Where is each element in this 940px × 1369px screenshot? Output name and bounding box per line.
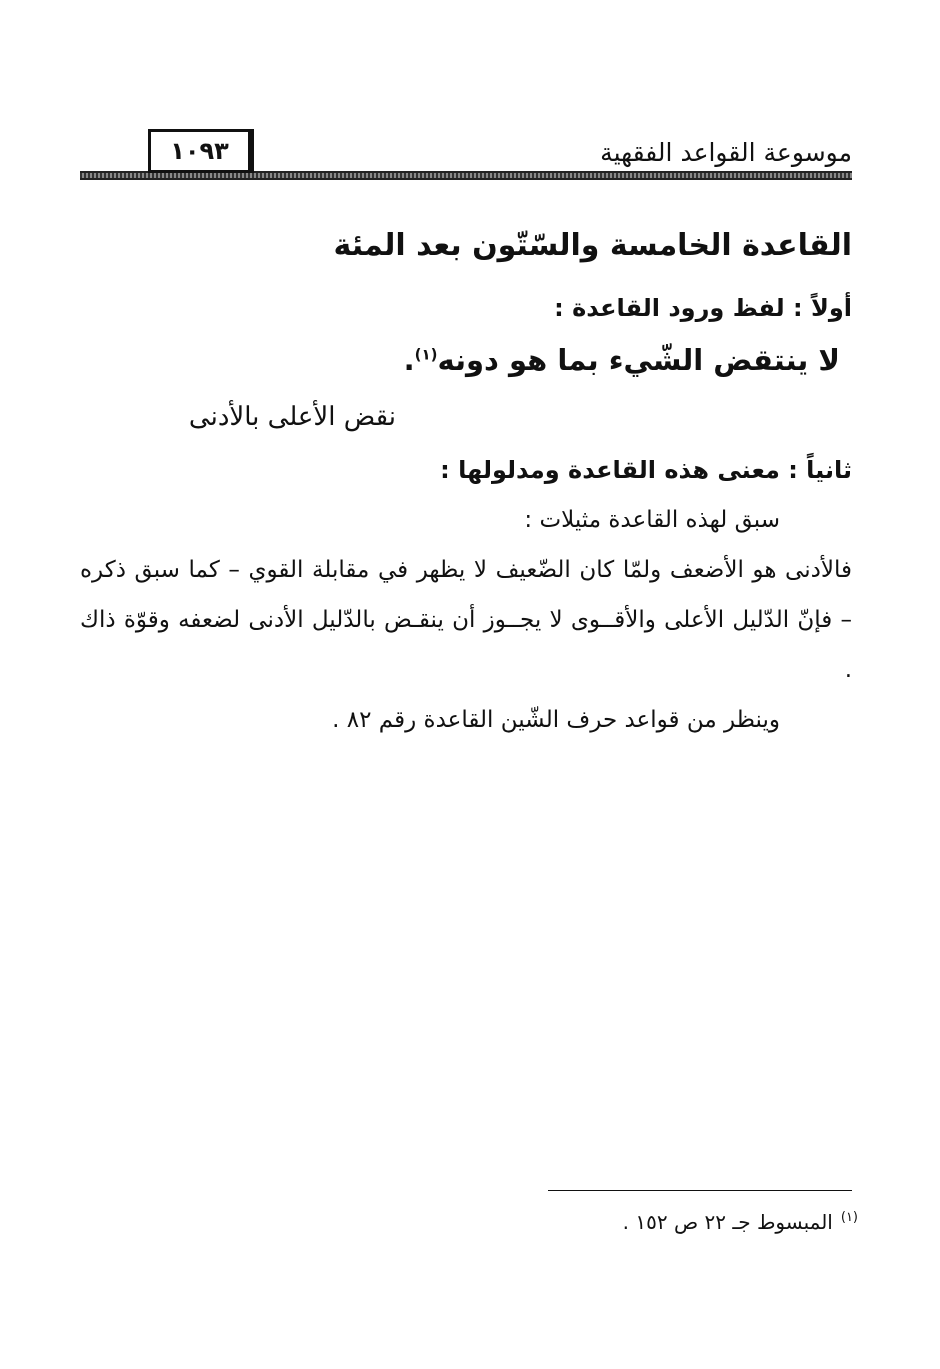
body-paragraph: فالأدنى هو الأضعف ولمّا كان الضّعيف لا يظهر في مقابلة القوي – كما سبق ذكره – فإنّ الدّليل الأعلى والأقــوى لا يجــوز أن ينقـض بالدّليل الأدنى لضعفه وقوّة ذاك . [80, 557, 852, 683]
footnote-number: (١) [840, 1210, 858, 1226]
footnote-text: المبسوط جـ ٢٢ ص ١٥٢ . [622, 1210, 833, 1234]
rule-statement [404, 338, 840, 382]
cross-reference-line: وينظر من قواعد حرف الشّين القاعدة رقم ٨٢ . [332, 707, 780, 733]
footnote [623, 1207, 858, 1237]
alternative-wording: نقض الأعلى بالأدنى [188, 402, 396, 432]
section-heading-meaning: ثانياً : معنى هذه القاعدة ومدلولها : [440, 456, 852, 484]
running-title: موسوعة القواعد الفقهية [600, 138, 852, 167]
rule-title: القاعدة الخامسة والسّتّون بعد المئة [333, 228, 852, 263]
page-number: ١٠٩٣ [148, 129, 254, 173]
footnote-reference[interactable]: (١) [414, 345, 438, 364]
section-heading-wording: أولاً : لفظ ورود القاعدة : [554, 294, 852, 322]
rule-statement-end: . [403, 343, 415, 377]
footnote-separator [548, 1190, 852, 1191]
page-header [80, 126, 852, 182]
intro-line: سبق لهذه القاعدة مثيلات : [524, 507, 780, 533]
rule-statement-text: لا ينتقض الشّيء بما هو دونه [437, 343, 840, 377]
